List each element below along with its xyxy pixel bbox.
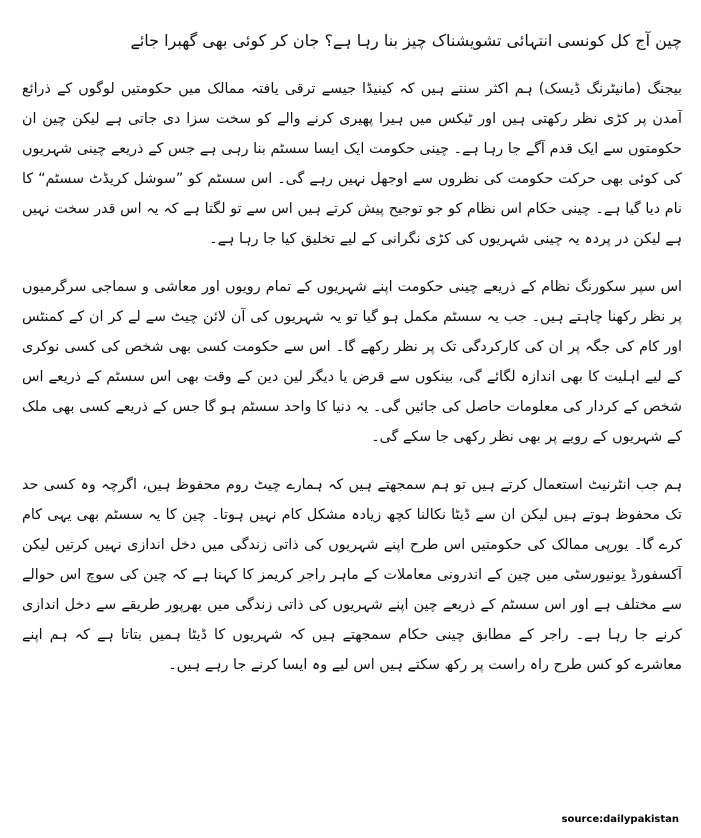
article-paragraph-1: بیجنگ (مانیٹرنگ ڈیسک) ہم اکثر سنتے ہیں کہ کینیڈا جیسے ترقی یافتہ ممالک میں حکومتیں لوگوں کے ذرائع آمدن پر کڑی نظر رکھتی ہیں اور ٹیکس میں ہیرا پھیری کرنے والے کو سخت سزا دی جاتی ہے لیکن چین ان حکومتوں سے ایک قدم آگے جا رہا ہے۔ چینی حکومت ایک ایسا سسٹم بنا رہی ہے جس کے ذریعے چینی شہریوں کی کوئی بھی حرکت حکومت کی نظروں سے اوجھل نہیں رہے گی۔ اس سسٹم کو ”سوشل کریڈٹ سسٹم“ کا نام دیا گیا ہے۔ چینی حکام اس نظام کو جو توجیح پیش کرتے ہیں اس سے تو لگتا ہے کہ یہ اس قدر سخت نہیں ہے لیکن در پردہ یہ چینی شہریوں کی کڑی نگرانی کے لیے تخلیق کیا جا رہا ہے۔ [22, 81, 682, 247]
source-credit: source:dailypakistan [561, 814, 679, 825]
article-paragraph-2: اس سپر سکورنگ نظام کے ذریعے چینی حکومت اپنے شہریوں کے تمام رویوں اور معاشی و سماجی سرگرمیوں پر نظر رکھنا چاہتے ہیں۔ جب یہ سسٹم مکمل ہو گیا تو یہ شہریوں کی آن لائن چیٹ سے لے کر ان کے کمنٹس اور کام کی جگہ پر ان کی کارکردگی تک پر نظر رکھے گا۔ اس سے حکومت کسی بھی شخص کی کسی نوکری کے لیے اہلیت کا بھی اندازہ لگائے گی، بینکوں سے قرض یا دیگر لین دین کے وقت بھی اس سسٹم کے ذریعے اس شخص کے کردار کی معلومات حاصل کی جائیں گی۔ یہ دنیا کا واحد سسٹم ہو گا جس کے ذریعے کسی بھی ملک کے شہریوں کے رویے پر بھی نظر رکھی جا سکے گی۔ [22, 279, 682, 445]
article-paragraph-3: ہم جب انٹرنیٹ استعمال کرتے ہیں تو ہم سمجھتے ہیں کہ ہمارے چیٹ روم محفوظ ہیں، اگرچہ وہ کسی حد تک محفوظ ہوتے ہیں لیکن ان سے ڈیٹا نکالنا کچھ زیادہ مشکل کام نہیں ہوتا۔ چین کا یہ سسٹم بھی یہی کام کرے گا۔ یورپی ممالک کی حکومتیں اس طرح اپنے شہریوں کی ذاتی زندگی میں دخل اندازی نہیں کرتیں لیکن آکسفورڈ یونیورسٹی میں چین کے اندرونی معاملات کے ماہر راجر کریمز کا کہنا ہے کہ چین کی سوچ اس حوالے سے مختلف ہے اور اس سسٹم کے ذریعے چین اپنے شہریوں کی ذاتی زندگی میں بھرپور طریقے سے دخل اندازی کرنے جا رہا ہے۔ راجر کے مطابق چینی حکام سمجھتے ہیں کہ شہریوں کا ڈیٹا ہمیں بتاتا ہے کہ ہم اپنے معاشرے کو کس طرح راہ راست پر رکھ سکتے ہیں اس لیے وہ ایسا کرنے جا رہے ہیں۔ [22, 477, 682, 673]
article-headline: چین آج کل کونسی انتہائی تشویشناک چیز بنا رہا ہے؟ جان کر کوئی بھی گھبرا جائے [130, 31, 682, 50]
article [22, 28, 682, 698]
